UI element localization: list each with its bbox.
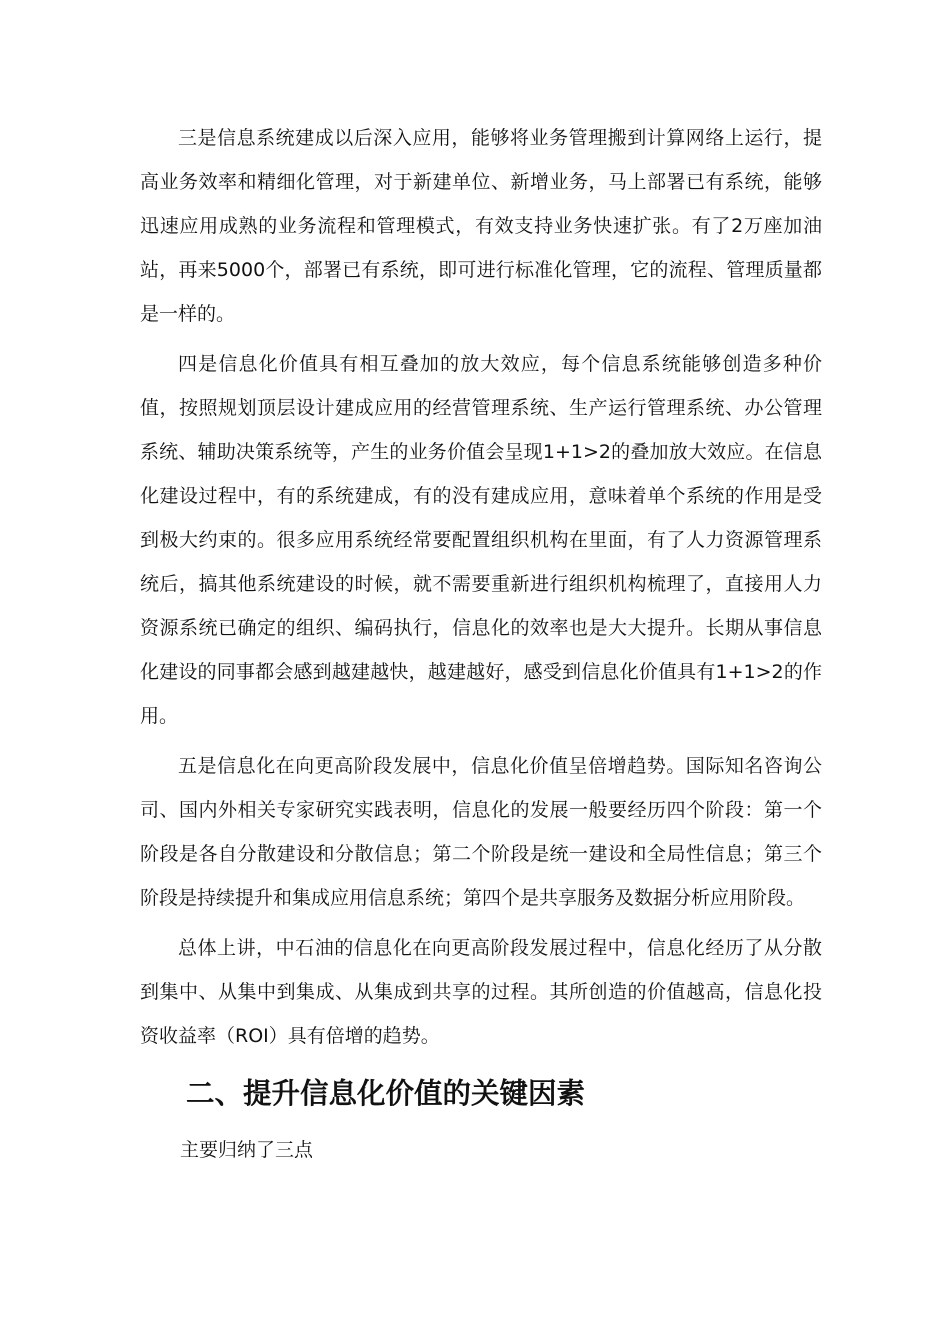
paragraph-four: 四是信息化价值具有相互叠加的放大效应，每个信息系统能够创造多种价值，按照规划顶层设计建成应用的经营管理系统、生产运行管理系统、办公管理系统、辅助决策系统等，产生的业务价值会呈现1+1>2的叠加放大效应。在信息化建设过程中，有的系统建成，有的没有建成应用，意味着单个系统的作用是受到极大约束的。很多应用系统经常要配置组织机构在里面，有了人力资源管理系统后，搞其他系统建设的时候，就不需要重新进行组织机构梳理了，直接用人力资源系统已确定的组织、编码执行，信息化的效率也是大大提升。长期从事信息化建设的同事都会感到越建越快，越建越好，感受到信息化价值具有1+1>2的作用。 xyxy=(140,353,822,727)
paragraph-summary: 总体上讲，中石油的信息化在向更高阶段发展过程中，信息化经历了从分散到集中、从集中到集成、从集成到共享的过程。其所创造的价值越高，信息化投资收益率（ROI）具有倍增的趋势。 xyxy=(140,937,822,1047)
document-body xyxy=(140,116,822,1172)
paragraph-three: 三是信息系统建成以后深入应用，能够将业务管理搬到计算网络上运行，提高业务效率和精细化管理，对于新建单位、新增业务，马上部署已有系统，能够迅速应用成熟的业务流程和管理模式，有效支持业务快速扩张。有了2万座加油站，再来5000个，部署已有系统，即可进行标准化管理，它的流程、管理质量都是一样的。 xyxy=(140,127,822,325)
section-heading: 二、提升信息化价值的关键因素 xyxy=(186,1077,586,1110)
section-intro: 主要归纳了三点 xyxy=(180,1139,314,1161)
paragraph-five: 五是信息化在向更高阶段发展中，信息化价值呈倍增趋势。国际知名咨询公司、国内外相关专家研究实践表明，信息化的发展一般要经历四个阶段：第一个阶段是各自分散建设和分散信息；第二个阶段是统一建设和全局性信息；第三个阶段是持续提升和集成应用信息系统；第四个是共享服务及数据分析应用阶段。 xyxy=(140,755,822,909)
